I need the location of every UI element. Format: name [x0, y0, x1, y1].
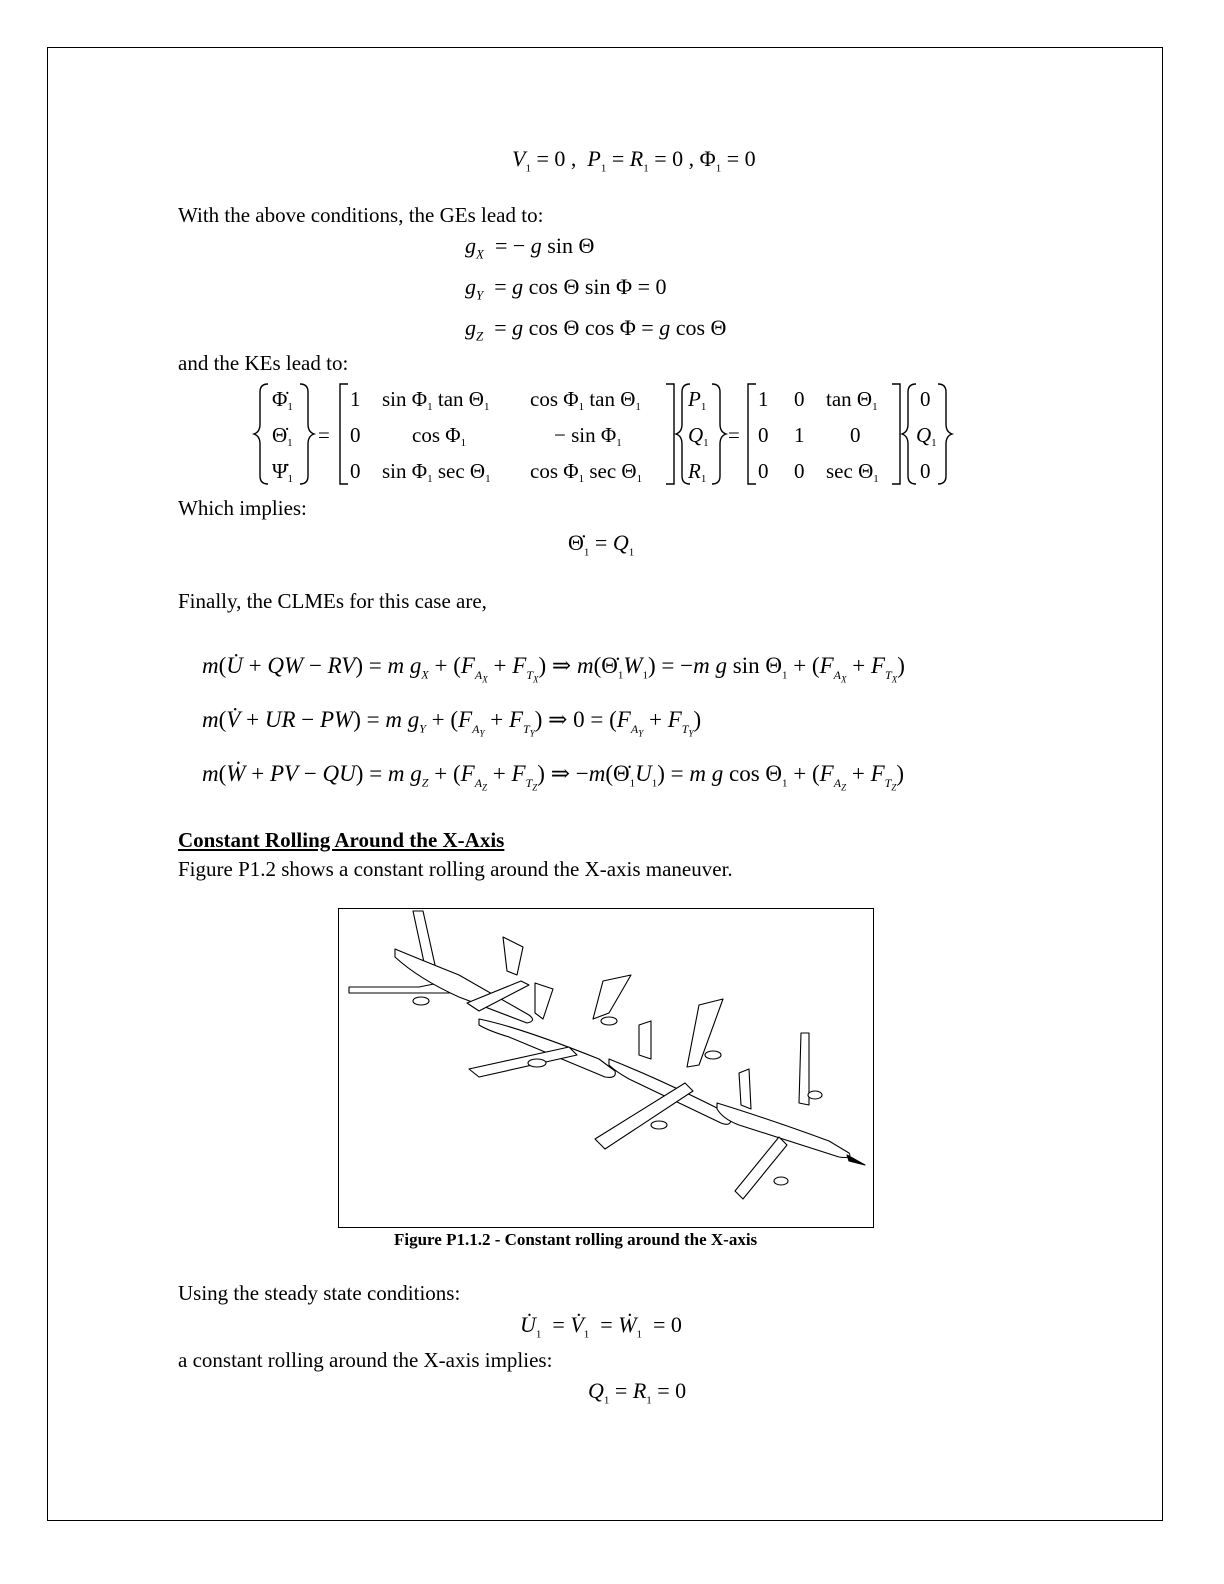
svg-text:0: 0: [920, 387, 931, 411]
equation-clme-x: m(U̇ + QW − RV) = m $g_X + (F_{A_X} + F_{T_X})$ ⇒ $m(\Thetȧ_1W_1) = -m$ g $\sin \Theta_1 + (F_{A_X} + F_{T_X})$: [202, 653, 905, 684]
equation-gx: $g_X$ = − g sin Θ: [465, 233, 595, 262]
equation-gz: $g_Z = g$ cos Θ cos Φ = g cos Θ: [465, 315, 727, 344]
svg-text:0: 0: [850, 423, 861, 447]
svg-text:0: 0: [794, 459, 805, 483]
which-implies-text: Which implies:: [178, 496, 307, 520]
figure-intro-text: Figure P1.2 shows a constant rolling around the X-axis maneuver.: [178, 857, 733, 881]
equation-theta-dot: $\Thetȧ_1 = Q_1$: [568, 530, 635, 559]
figure-caption: Figure P1.1.2 - Constant rolling around the X-axis: [394, 1230, 758, 1249]
airplane-rolling-illustration: [339, 909, 871, 1225]
svg-text:Φ̇1: Φ̇1: [272, 387, 293, 413]
svg-text:0: 0: [794, 387, 805, 411]
svg-text:0: 0: [758, 423, 769, 447]
svg-text:Θ̇1: Θ̇1: [272, 423, 293, 449]
equation-clme-z: m(Ẇ + PV − QU) = m $g_Z + (F_{A_Z} + F_{T_Z})$ ⇒ $-m(\Thetȧ_1U_1) = m$ g $\cos \Theta_1 + (F_{A_Z} + F_{T_Z})$: [202, 761, 905, 792]
equation-clme-y: m(V̇ + UR − PW) = m $g_Y + (F_{A_Y} + F_{T_Y})$ ⇒ $0 = (F_{A_Y} + F_{T_Y})$: [202, 707, 702, 738]
svg-text:0: 0: [758, 459, 769, 483]
equation-conditions: $V_1 = 0$ , $P_1 = R_1 = 0$ , $\Phi_1 = 0$: [512, 146, 756, 175]
equation-rolling: $Q_1 = R_1 = 0$: [588, 1378, 687, 1407]
svg-text:1: 1: [758, 387, 769, 411]
svg-text:Q1: Q1: [688, 423, 709, 449]
svg-text:=: =: [728, 423, 740, 447]
ke-intro-text: and the KEs lead to:: [178, 351, 349, 375]
figure-box: [338, 908, 874, 1228]
svg-text:cos Φ1 tan Θ1: cos Φ1 tan Θ1: [530, 387, 641, 413]
equation-gy: $g_Y = g$ cos Θ sin Φ = 0: [465, 274, 667, 303]
svg-text:0: 0: [350, 423, 361, 447]
svg-text:sec Θ1: sec Θ1: [826, 459, 879, 485]
svg-text:R1: R1: [688, 459, 707, 485]
svg-text:tan Θ1: tan Θ1: [826, 387, 878, 413]
svg-text:1: 1: [350, 387, 361, 411]
svg-text:sin Φ1 sec Θ1: sin Φ1 sec Θ1: [382, 459, 491, 485]
svg-text:Q1: Q1: [916, 423, 937, 449]
svg-text:0: 0: [920, 459, 931, 483]
svg-text:0: 0: [350, 459, 361, 483]
equation-ke-matrix: [250, 378, 960, 490]
equation-steady-state: $U̇_1$ = $V̇_1$ = Ẇ$_1$ = 0: [520, 1312, 682, 1341]
rolling-intro-text: a constant rolling around the X-axis implies:: [178, 1348, 553, 1372]
ge-intro-text: With the above conditions, the GEs lead to:: [178, 203, 544, 227]
svg-text:=: =: [318, 423, 330, 447]
clme-intro-text: Finally, the CLMEs for this case are,: [178, 589, 487, 613]
svg-text:1: 1: [794, 423, 805, 447]
section-heading: Constant Rolling Around the X-Axis: [178, 828, 505, 852]
svg-text:cos Φ1 sec Θ1: cos Φ1 sec Θ1: [530, 459, 643, 485]
svg-text:P1: P1: [688, 387, 707, 413]
svg-text:− sin Φ1: − sin Φ1: [554, 423, 622, 449]
svg-text:sin Φ1 tan Θ1: sin Φ1 tan Θ1: [382, 387, 490, 413]
svg-text:cos Φ1: cos Φ1: [412, 423, 467, 449]
steady-intro-text: Using the steady state conditions:: [178, 1281, 461, 1305]
svg-text:Ψ̇1: Ψ̇1: [272, 459, 293, 485]
